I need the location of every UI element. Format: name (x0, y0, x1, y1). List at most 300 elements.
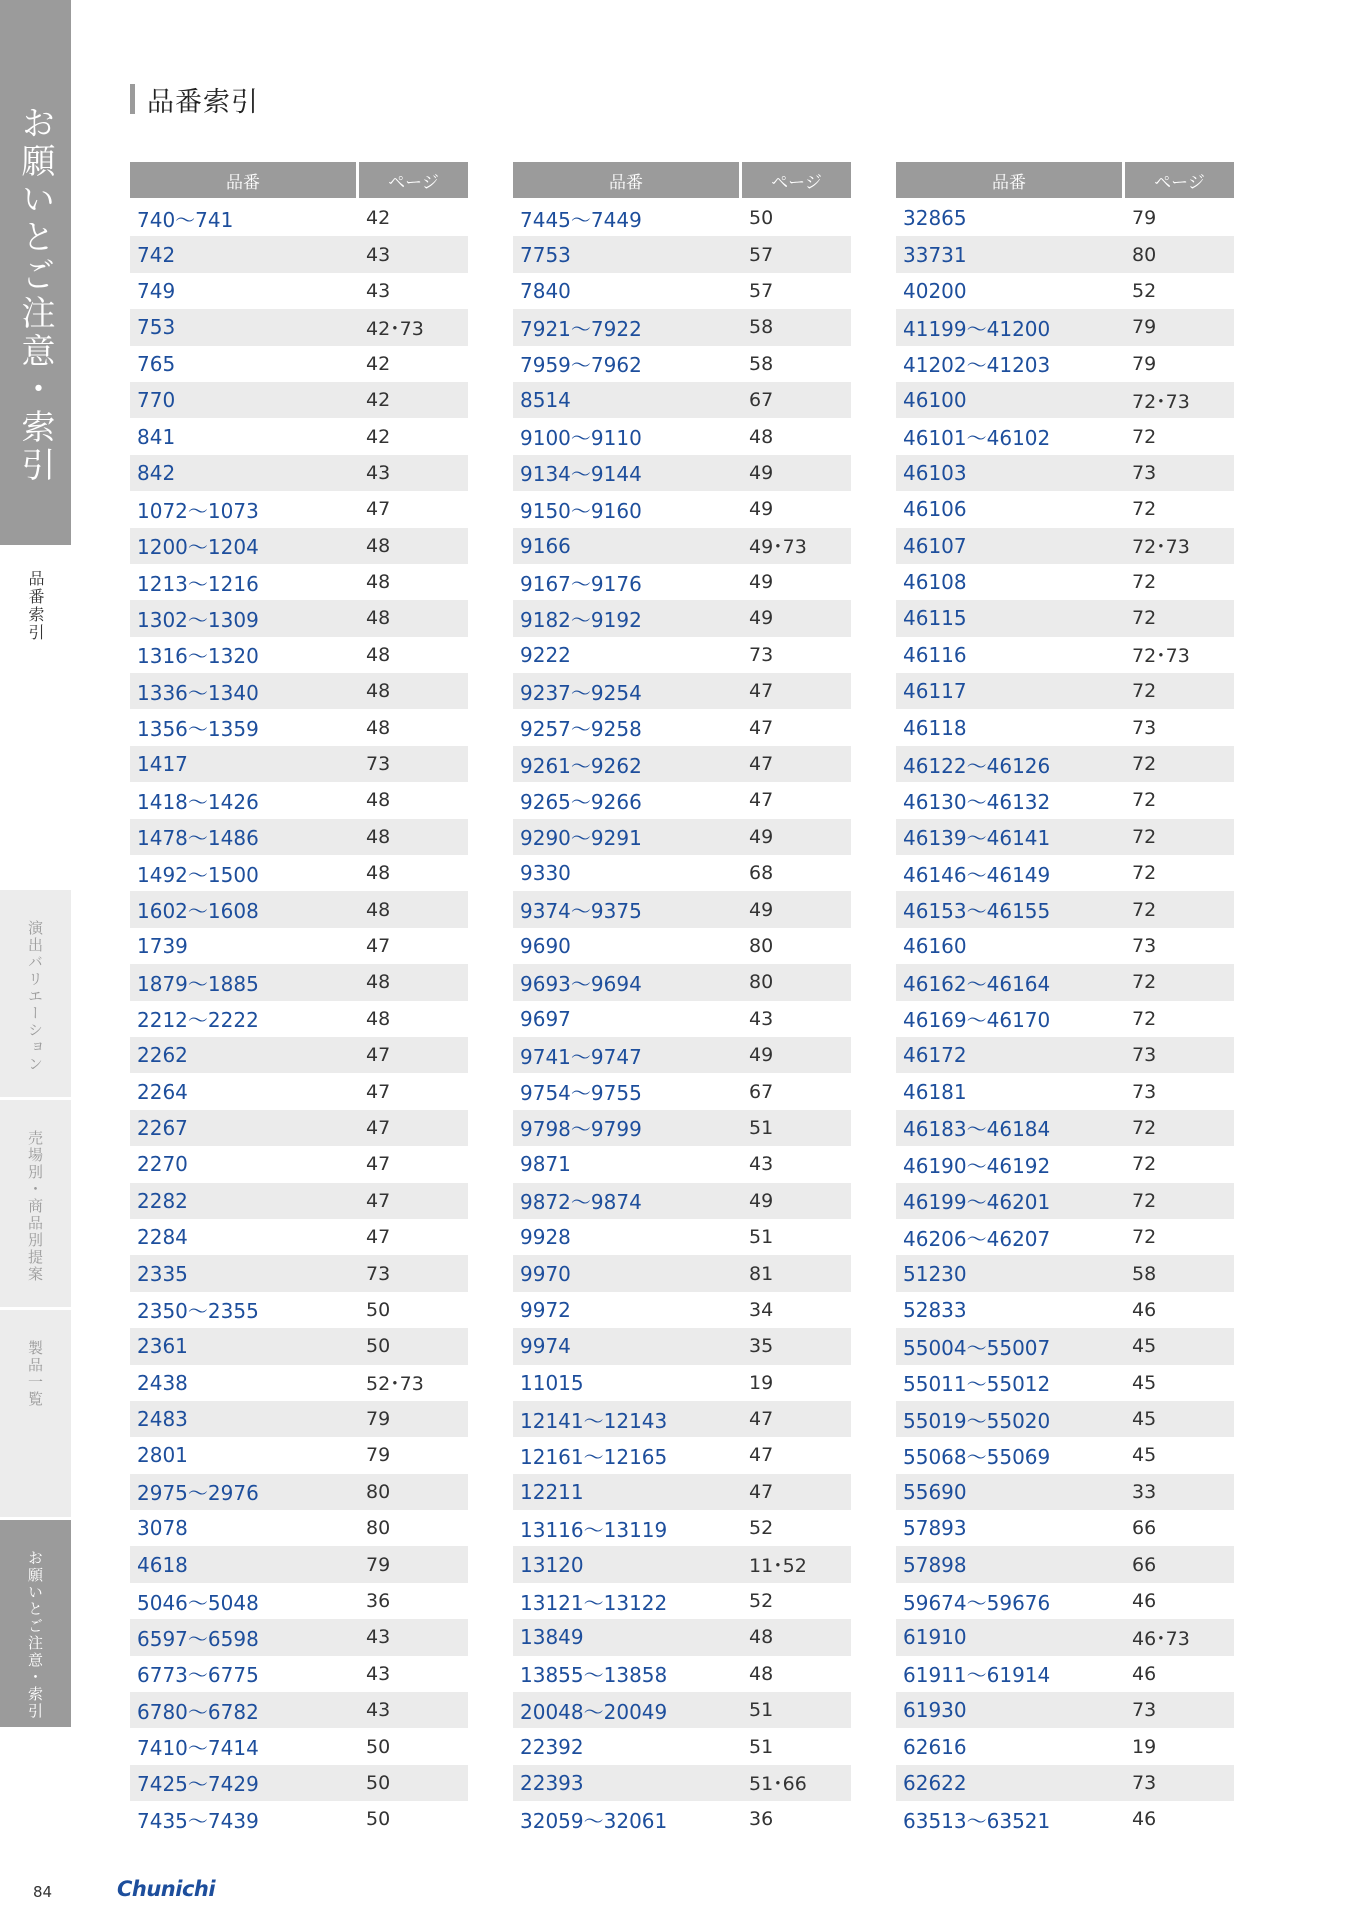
table-row (130, 564, 468, 600)
page-ref: 79 (1132, 352, 1157, 375)
product-code[interactable]: 9697 (520, 1006, 571, 1031)
page-ref: 72 (1132, 571, 1157, 594)
product-code[interactable]: 2212～2222 (137, 1008, 259, 1033)
product-code[interactable]: 6773～6775 (137, 1663, 259, 1688)
product-code[interactable]: 1356～1359 (137, 717, 259, 742)
sidebar-tab-label: 演出バリエーション (26, 920, 44, 1073)
table-row (896, 382, 1234, 418)
page-ref: 47 (366, 935, 391, 957)
table-row (896, 1801, 1234, 1837)
product-code[interactable]: 2975～2976 (137, 1481, 259, 1506)
product-code[interactable]: 1602～1608 (137, 899, 259, 924)
product-code[interactable]: 1213～1216 (137, 571, 259, 596)
page-number: 84 (33, 1883, 53, 1901)
product-code[interactable]: 9872～9874 (520, 1190, 642, 1215)
table-row (513, 236, 851, 272)
product-code[interactable]: 9257～9258 (520, 717, 642, 742)
sidebar-main-label: お願いとご注意・索引 (15, 105, 55, 485)
table-row (513, 1619, 851, 1655)
product-code[interactable]: 1492～1500 (137, 862, 259, 887)
product-code[interactable]: 46118 (903, 715, 967, 740)
table-row (513, 1328, 851, 1364)
page-ref: 49 (749, 571, 774, 594)
page-ref: 11･52 (749, 1555, 807, 1578)
product-code[interactable]: 9222 (520, 642, 571, 667)
page-ref: 49 (749, 607, 774, 630)
index-column-3 (896, 162, 1234, 1838)
index-column-1 (130, 162, 468, 1838)
page-ref: 47 (749, 1480, 774, 1503)
table-row (513, 200, 851, 236)
product-code[interactable]: 1417 (137, 752, 188, 777)
table-row (130, 346, 468, 382)
table-row (130, 928, 468, 964)
product-code[interactable]: 2361 (137, 1334, 188, 1359)
product-code[interactable]: 55011～55012 (903, 1372, 1051, 1397)
product-code[interactable]: 7921～7922 (520, 316, 642, 341)
page-ref: 43 (366, 1626, 391, 1649)
product-code[interactable]: 9150～9160 (520, 498, 642, 523)
page-ref: 72 (1132, 862, 1157, 885)
product-code[interactable]: 13855～13858 (520, 1663, 668, 1688)
product-code[interactable]: 1478～1486 (137, 826, 259, 851)
table-row (896, 1146, 1234, 1182)
page-ref: 66 (1132, 1553, 1157, 1576)
product-code[interactable]: 46117 (903, 679, 967, 704)
table-row (896, 1365, 1234, 1401)
table-row (130, 1146, 468, 1182)
product-code[interactable]: 1200～1204 (137, 535, 259, 560)
product-code[interactable]: 4618 (137, 1552, 188, 1577)
product-code[interactable]: 46103 (903, 460, 967, 485)
page-title: 品番索引 (147, 86, 259, 118)
product-code[interactable]: 2270 (137, 1152, 188, 1177)
product-code[interactable]: 7410～7414 (137, 1736, 259, 1761)
product-code[interactable]: 46106 (903, 497, 967, 522)
table-row (130, 382, 468, 418)
page-ref: 52 (749, 1517, 774, 1540)
page-ref: 48 (366, 971, 391, 994)
page-ref: 79 (1132, 207, 1157, 230)
product-code[interactable]: 13849 (520, 1625, 584, 1650)
product-code[interactable]: 3078 (137, 1516, 188, 1541)
product-code[interactable]: 46206～46207 (903, 1226, 1051, 1251)
page-ref: 50 (366, 1298, 391, 1321)
product-code[interactable]: 6597～6598 (137, 1626, 259, 1651)
product-code[interactable]: 7425～7429 (137, 1772, 259, 1797)
page-ref: 73 (1132, 935, 1157, 957)
table-row (130, 309, 468, 345)
index-column-2 (513, 162, 851, 1838)
table-row (513, 1546, 851, 1582)
page-ref: 46 (1132, 1808, 1157, 1831)
page-ref: 48 (366, 534, 391, 557)
table-row (896, 346, 1234, 382)
header-page: ページ (359, 162, 468, 198)
product-code[interactable]: 9928 (520, 1225, 571, 1250)
page-ref: 72 (1132, 1226, 1157, 1249)
product-code[interactable]: 1418～1426 (137, 789, 259, 814)
title-accent-bar (130, 84, 135, 114)
page-ref: 51 (749, 1699, 774, 1722)
product-code[interactable]: 63513～63521 (903, 1808, 1051, 1833)
page-ref: 52･73 (366, 1373, 424, 1396)
product-code[interactable]: 7435～7439 (137, 1808, 259, 1833)
product-code[interactable]: 742 (137, 242, 176, 267)
table-row (896, 309, 1234, 345)
product-code[interactable]: 9182～9192 (520, 607, 642, 632)
product-code[interactable]: 1336～1340 (137, 680, 259, 705)
sidebar-tab-variations[interactable] (0, 890, 71, 1097)
product-code[interactable]: 9100～9110 (520, 426, 642, 451)
table-row (513, 346, 851, 382)
product-code[interactable]: 2267 (137, 1115, 188, 1140)
product-code[interactable]: 46162～46164 (903, 971, 1051, 996)
page-ref: 48 (366, 643, 391, 666)
product-code[interactable]: 41199～41200 (903, 316, 1051, 341)
product-code[interactable]: 749 (137, 278, 176, 303)
product-code[interactable]: 55019～55020 (903, 1408, 1051, 1433)
table-row (130, 1765, 468, 1801)
product-code[interactable]: 46160 (903, 934, 967, 958)
product-code[interactable]: 46122～46126 (903, 753, 1051, 778)
page-ref: 80 (366, 1517, 391, 1540)
table-row (896, 819, 1234, 855)
product-code[interactable]: 22392 (520, 1734, 584, 1759)
product-code[interactable]: 12141～12143 (520, 1408, 668, 1433)
sidebar-sub-label[interactable]: 品番索引 (26, 570, 45, 642)
table-row (130, 1219, 468, 1255)
page-ref: 42･73 (366, 317, 424, 340)
header-code: 品番 (513, 162, 739, 198)
product-code[interactable]: 1879～1885 (137, 971, 259, 996)
product-code[interactable]: 9237～9254 (520, 680, 642, 705)
page-ref: 72 (1132, 971, 1157, 994)
page-ref: 48 (366, 607, 391, 630)
table-row (130, 1365, 468, 1401)
table-row (896, 1728, 1234, 1764)
product-code[interactable]: 57898 (903, 1552, 967, 1577)
product-code[interactable]: 765 (137, 351, 176, 376)
table-row (896, 1401, 1234, 1437)
page-ref: 49･73 (749, 536, 807, 559)
product-code[interactable]: 46190～46192 (903, 1153, 1051, 1178)
product-code[interactable]: 9974 (520, 1334, 571, 1359)
page-ref: 48 (366, 898, 391, 921)
page-ref: 43 (749, 1153, 774, 1176)
page-ref: 33 (1132, 1480, 1157, 1503)
product-code[interactable]: 55690 (903, 1479, 967, 1504)
product-code[interactable]: 2282 (137, 1188, 188, 1213)
table-row (130, 1183, 468, 1219)
product-code[interactable]: 9970 (520, 1261, 571, 1286)
table-row (896, 637, 1234, 673)
table-row (130, 600, 468, 636)
page-ref: 45 (1132, 1335, 1157, 1358)
table-row (130, 236, 468, 272)
table-body (896, 200, 1234, 1838)
page-ref: 58 (1132, 1262, 1157, 1285)
product-code[interactable]: 12161～12165 (520, 1444, 668, 1469)
product-code[interactable]: 2284 (137, 1225, 188, 1250)
page-ref: 47 (366, 1226, 391, 1249)
product-code[interactable]: 9972 (520, 1297, 571, 1322)
page-ref: 80 (749, 935, 774, 957)
product-code[interactable]: 5046～5048 (137, 1590, 259, 1615)
product-code[interactable]: 9166 (520, 533, 571, 558)
table-row (130, 1001, 468, 1037)
table-row (513, 673, 851, 709)
product-code[interactable]: 9374～9375 (520, 899, 642, 924)
page-ref: 57 (749, 243, 774, 266)
product-code[interactable]: 41202～41203 (903, 353, 1051, 378)
table-row (130, 1401, 468, 1437)
product-code[interactable]: 9261～9262 (520, 753, 642, 778)
brand-logo: Chunichi (117, 1877, 216, 1901)
table-row (896, 1583, 1234, 1619)
page-ref: 79 (366, 1444, 391, 1467)
sidebar-section-header[interactable] (0, 0, 71, 545)
product-code[interactable]: 51230 (903, 1261, 967, 1286)
page-ref: 73 (749, 643, 774, 666)
product-code[interactable]: 2438 (137, 1370, 188, 1395)
product-code[interactable]: 13116～13119 (520, 1517, 668, 1542)
page-ref: 48 (366, 680, 391, 703)
table-row (896, 1765, 1234, 1801)
table-row (896, 964, 1234, 1000)
table-header (896, 162, 1234, 198)
table-row (896, 673, 1234, 709)
product-code[interactable]: 62616 (903, 1734, 967, 1759)
page-ref: 72･73 (1132, 645, 1190, 668)
page-ref: 79 (1132, 316, 1157, 339)
page-ref: 42 (366, 425, 391, 448)
page-ref: 58 (749, 352, 774, 375)
page-ref: 73 (1132, 716, 1157, 739)
product-code[interactable]: 9134～9144 (520, 462, 642, 487)
product-code[interactable]: 61930 (903, 1698, 967, 1723)
page-ref: 48 (749, 1626, 774, 1649)
table-row (896, 1292, 1234, 1328)
product-code[interactable]: 46108 (903, 570, 967, 595)
page-ref: 43 (366, 461, 391, 484)
product-code[interactable]: 13120 (520, 1552, 584, 1577)
product-code[interactable]: 11015 (520, 1370, 584, 1395)
product-code[interactable]: 13121～13122 (520, 1590, 668, 1615)
product-code[interactable]: 46101～46102 (903, 426, 1051, 451)
product-code[interactable]: 2801 (137, 1443, 188, 1468)
page-ref: 48 (749, 425, 774, 448)
table-row (513, 1110, 851, 1146)
sidebar-tab-product-list[interactable] (0, 1310, 71, 1517)
table-row (896, 891, 1234, 927)
page-ref: 48 (366, 571, 391, 594)
product-code[interactable]: 46153～46155 (903, 899, 1051, 924)
page-ref: 46 (1132, 1662, 1157, 1685)
product-code[interactable]: 20048～20049 (520, 1699, 668, 1724)
sidebar-tab-proposals[interactable] (0, 1100, 71, 1307)
table-row (130, 964, 468, 1000)
product-code[interactable]: 52833 (903, 1297, 967, 1322)
product-code[interactable]: 61911～61914 (903, 1663, 1051, 1688)
page-ref: 47 (366, 498, 391, 521)
page-ref: 19 (1132, 1735, 1157, 1758)
table-row (130, 709, 468, 745)
page-ref: 43 (749, 1007, 774, 1030)
product-code[interactable]: 9871 (520, 1152, 571, 1177)
page-ref: 73 (1132, 1080, 1157, 1103)
product-code[interactable]: 9290～9291 (520, 826, 642, 851)
product-code[interactable]: 753 (137, 315, 176, 340)
table-row (896, 1328, 1234, 1364)
page-ref: 42 (366, 207, 391, 230)
page-ref: 72 (1132, 1153, 1157, 1176)
table-row (513, 455, 851, 491)
product-code[interactable]: 46107 (903, 533, 967, 558)
page-ref: 19 (749, 1371, 774, 1394)
table-row (896, 1001, 1234, 1037)
page-ref: 72 (1132, 825, 1157, 848)
page-ref: 50 (749, 207, 774, 230)
table-row (513, 855, 851, 891)
page-ref: 52 (749, 1590, 774, 1613)
product-code[interactable]: 46169～46170 (903, 1008, 1051, 1033)
header-code: 品番 (130, 162, 356, 198)
page-ref: 49 (749, 461, 774, 484)
product-code[interactable]: 7753 (520, 242, 571, 267)
table-row (896, 236, 1234, 272)
product-code[interactable]: 46181 (903, 1079, 967, 1104)
product-code[interactable]: 46199～46201 (903, 1190, 1051, 1215)
product-code[interactable]: 9754～9755 (520, 1081, 642, 1106)
table-row (513, 1765, 851, 1801)
product-code[interactable]: 55068～55069 (903, 1444, 1051, 1469)
table-row (896, 528, 1234, 564)
page-ref: 72･73 (1132, 390, 1190, 413)
table-row (896, 1692, 1234, 1728)
page-ref: 72 (1132, 753, 1157, 776)
product-code[interactable]: 2335 (137, 1261, 188, 1286)
product-code[interactable]: 9741～9747 (520, 1044, 642, 1069)
product-code[interactable]: 9167～9176 (520, 571, 642, 596)
table-row (896, 564, 1234, 600)
table-row (130, 1328, 468, 1364)
product-code[interactable]: 46183～46184 (903, 1117, 1051, 1142)
product-code[interactable]: 770 (137, 388, 176, 413)
product-code[interactable]: 2262 (137, 1043, 188, 1068)
page-ref: 81 (749, 1262, 774, 1285)
product-code[interactable]: 1302～1309 (137, 607, 259, 632)
table-row (513, 746, 851, 782)
table-row (513, 1292, 851, 1328)
page-ref: 48 (366, 1007, 391, 1030)
page-ref: 73 (1132, 1771, 1157, 1794)
page-ref: 80 (1132, 243, 1157, 266)
table-row (513, 1510, 851, 1546)
product-code[interactable]: 33731 (903, 242, 967, 267)
product-code[interactable]: 62622 (903, 1770, 967, 1795)
product-code[interactable]: 842 (137, 460, 176, 485)
header-code: 品番 (896, 162, 1122, 198)
table-row (896, 1474, 1234, 1510)
table-row (513, 418, 851, 454)
product-code[interactable]: 46130～46132 (903, 789, 1051, 814)
product-code[interactable]: 7959～7962 (520, 353, 642, 378)
product-code[interactable]: 59674～59676 (903, 1590, 1051, 1615)
table-row (513, 491, 851, 527)
product-code[interactable]: 61910 (903, 1625, 967, 1650)
product-code[interactable]: 46115 (903, 606, 967, 631)
product-code[interactable]: 8514 (520, 388, 571, 413)
page-ref: 47 (366, 1116, 391, 1139)
product-code[interactable]: 12211 (520, 1479, 584, 1504)
table-row (130, 782, 468, 818)
table-row (513, 964, 851, 1000)
product-code[interactable]: 9265～9266 (520, 789, 642, 814)
header-page: ページ (1125, 162, 1234, 198)
page-ref: 50 (366, 1735, 391, 1758)
product-code[interactable]: 9690 (520, 934, 571, 958)
table-row (896, 1183, 1234, 1219)
product-code[interactable]: 1316～1320 (137, 644, 259, 669)
product-code[interactable]: 46139～46141 (903, 826, 1051, 851)
product-code[interactable]: 46100 (903, 388, 967, 413)
product-code[interactable]: 7445～7449 (520, 207, 642, 232)
table-row (130, 1037, 468, 1073)
table-row (513, 1255, 851, 1291)
table-row (513, 891, 851, 927)
table-row (896, 273, 1234, 309)
product-code[interactable]: 1739 (137, 934, 188, 958)
product-code[interactable]: 2350～2355 (137, 1299, 259, 1324)
page-ref: 49 (749, 498, 774, 521)
product-code[interactable]: 9798～9799 (520, 1117, 642, 1142)
product-code[interactable]: 1072～1073 (137, 498, 259, 523)
product-code[interactable]: 46172 (903, 1043, 967, 1068)
product-code[interactable]: 2264 (137, 1079, 188, 1104)
page-ref: 47 (749, 1408, 774, 1431)
page-ref: 34 (749, 1298, 774, 1321)
page-ref: 80 (749, 971, 774, 994)
product-code[interactable]: 9330 (520, 861, 571, 886)
product-code[interactable]: 7840 (520, 278, 571, 303)
table-row (513, 1183, 851, 1219)
page-ref: 42 (366, 389, 391, 412)
product-code[interactable]: 6780～6782 (137, 1699, 259, 1724)
table-row (130, 1437, 468, 1473)
sidebar-tab-notes-index[interactable] (0, 1520, 71, 1727)
product-code[interactable]: 57893 (903, 1516, 967, 1541)
product-code[interactable]: 2483 (137, 1407, 188, 1432)
table-row (896, 1546, 1234, 1582)
table-row (513, 564, 851, 600)
product-code[interactable]: 9693～9694 (520, 971, 642, 996)
page-ref: 47 (749, 680, 774, 703)
table-row (896, 782, 1234, 818)
product-code[interactable]: 740～741 (137, 207, 234, 232)
page-ref: 47 (366, 1189, 391, 1212)
table-row (896, 709, 1234, 745)
product-code[interactable]: 55004～55007 (903, 1335, 1051, 1360)
product-code[interactable]: 22393 (520, 1770, 584, 1795)
table-row (513, 528, 851, 564)
product-code[interactable]: 32865 (903, 206, 967, 231)
product-code[interactable]: 32059～32061 (520, 1808, 668, 1833)
product-code[interactable]: 46116 (903, 642, 967, 667)
product-code[interactable]: 40200 (903, 278, 967, 303)
product-code[interactable]: 46146～46149 (903, 862, 1051, 887)
product-code[interactable]: 841 (137, 424, 176, 449)
